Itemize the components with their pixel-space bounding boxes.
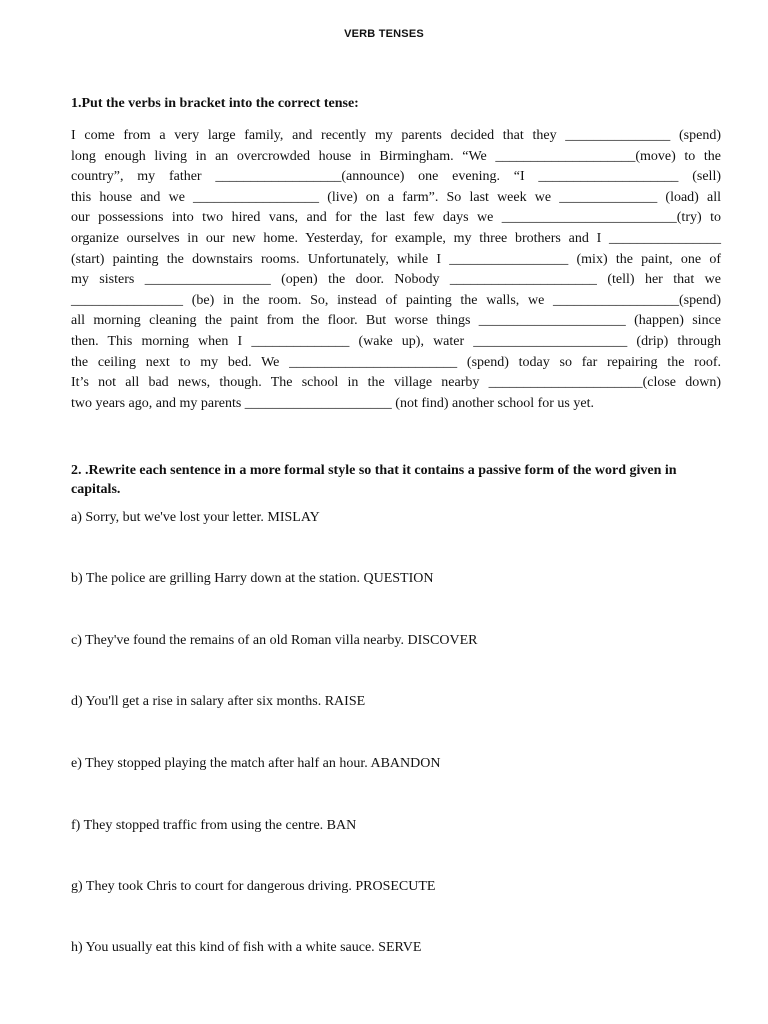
exercise-item-d: d) You'll get a rise in salary after six months. RAISE — [71, 694, 366, 709]
passage-line: my sisters __________________ (open) the door. Nobody _____________________ (tell) her that we — [71, 272, 721, 288]
passage-line: country”, my father __________________(announce) one evening. “I ____________________ (sell) — [71, 169, 721, 185]
passage-line: organize ourselves in our new home. Yesterday, for example, my three brothers and I ________________ — [71, 230, 721, 246]
passage-line: then. This morning when I ______________ (wake up), water ______________________ (drip) through — [71, 333, 721, 349]
exercise-item-e: e) They stopped playing the match after half an hour. ABANDON — [71, 756, 441, 771]
page-title: VERB TENSES — [344, 28, 424, 40]
passage-line: all morning cleaning the paint from the floor. But worse things _____________________ (happen) since — [71, 313, 721, 329]
fill-in-passage — [71, 126, 721, 414]
section-2-heading: 2. .Rewrite each sentence in a more formal style so that it contains a passive form of the word given in capitals. — [71, 463, 677, 497]
exercise-item-c: c) They've found the remains of an old Roman villa nearby. DISCOVER — [71, 633, 478, 648]
passage-line: It’s not all bad news, though. The school in the village nearby ______________________(close down) — [71, 375, 721, 391]
exercise-item-b: b) The police are grilling Harry down at the station. QUESTION — [71, 571, 434, 586]
passage-line: I come from a very large family, and recently my parents decided that they _______________ (spend) — [71, 128, 721, 143]
exercise-item-a: a) Sorry, but we've lost your letter. MISLAY — [71, 510, 320, 525]
passage-line: the ceiling next to my bed. We ________________________ (spend) today so far repairing the roof. — [71, 354, 721, 370]
passage-line: this house and we __________________ (live) on a farm”. So last week we ______________ (load) all — [71, 189, 721, 205]
exercise-item-g: g) They took Chris to court for dangerous driving. PROSECUTE — [71, 879, 436, 894]
passage-line: ________________ (be) in the room. So, instead of painting the walls, we __________________(spend) — [71, 292, 721, 308]
section-1-heading: 1.Put the verbs in bracket into the correct tense: — [71, 96, 359, 111]
passage-line: (start) painting the downstairs rooms. Unfortunately, while I _________________ (mix) the paint, one of — [71, 251, 721, 267]
exercise-item-f: f) They stopped traffic from using the centre. BAN — [71, 818, 357, 833]
passage-line: our possessions into two hired vans, and for the last few days we _________________________(try) to — [71, 210, 721, 226]
exercise-item-h: h) You usually eat this kind of fish with a white sauce. SERVE — [71, 940, 422, 955]
passage-line: two years ago, and my parents _____________________ (not find) another school for us yet. — [71, 395, 594, 411]
passage-line: long enough living in an overcrowded house in Birmingham. “We ____________________(move) to the — [71, 148, 721, 164]
